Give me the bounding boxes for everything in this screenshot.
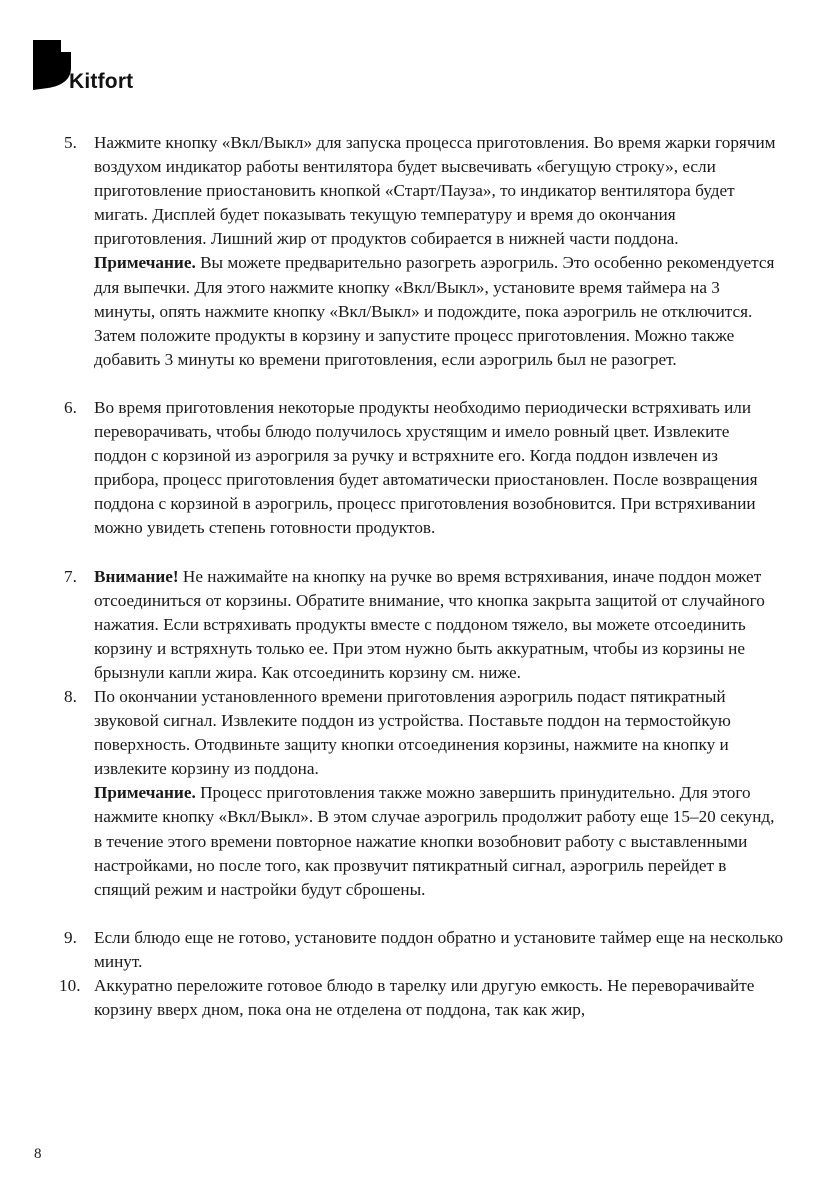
list-item <box>64 926 784 974</box>
list-item <box>64 685 784 902</box>
list-item <box>64 131 784 372</box>
warning-label: Внимание! <box>94 566 179 586</box>
list-item <box>64 565 784 685</box>
page-number: 8 <box>34 1146 42 1162</box>
item-number: 10. <box>59 976 81 995</box>
note-text: Вы можете предварительно разогреть аэрогриль. Это особенно рекомендуется для выпечки. Для этого нажмите кнопку «Вкл/Выкл», установите время таймера на 3 минуты, опять нажмите кнопку «Вкл/Выкл» и подождите, пока аэрогриль не отключится. Затем положите продукты в корзину и запустите процесс приготовления. Можно также добавить 3 минуты ко времени приготовления, если аэрогриль был не разогрет. <box>94 253 775 369</box>
item-number: 7. <box>64 566 77 586</box>
kitfort-logo <box>33 40 153 96</box>
item-text: Нажмите кнопку «Вкл/Выкл» для запуска процесса приготовления. Во время жарки горячим воздухом индикатор работы вентилятора будет высвечивать «бегущую строку», если приготовление приостановить кнопкой «Старт/Пауза», то индикатор вентилятора будет мигать. Дисплей будет показывать текущую температуру и время до окончания приготовления. Лишний жир от продуктов собирается в нижней части поддона. <box>94 133 776 249</box>
item-note <box>94 251 784 371</box>
warning-text: Не нажимайте на кнопку на ручке во время встряхивания, иначе поддон может отсоединиться от корзины. Обратите внимание, что кнопка закрыта защитой от случайного нажатия. Если встряхивать продукты вместе с поддоном тяжело, вы можете отсоединить корзину и встряхнуть только ее. При этом нужно быть аккуратным, чтобы из корзины не брызнули капли жира. Как отсоединить корзину см. ниже. <box>94 566 765 682</box>
instructions-list <box>59 131 784 1022</box>
item-number: 6. <box>64 397 77 417</box>
item-text: По окончании установленного времени приготовления аэрогриль подаст пятикратный звуковой сигнал. Извлеките поддон из устройства. Поставьте поддон на термостойкую поверхность. Отодвиньте защиту кнопки отсоединения корзины, нажмите на кнопку и извлеките корзину из поддона. <box>94 686 731 779</box>
item-text: Если блюдо еще не готово, установите поддон обратно и установите таймер еще на несколько минут. <box>94 927 784 971</box>
list-item <box>59 974 784 1022</box>
note-label: Примечание. <box>94 783 196 803</box>
item-text-with-warning <box>94 565 784 685</box>
item-text: Аккуратно переложите готовое блюдо в тарелку или другую емкость. Не переворачивайте корзину вверх дном, пока она не отделена от поддона, так как жир, <box>94 976 755 1020</box>
brand-name: Kitfort <box>69 70 134 93</box>
item-note <box>94 781 784 901</box>
note-text: Процесс приготовления также можно завершить принудительно. Для этого нажмите кнопку «Вкл/Выкл». В этом случае аэрогриль продолжит работу еще 15–20 секунд, в течение этого времени повторное нажатие кнопки возобновит работу с выставленными настройками, но после того, как прозвучит пятикратный сигнал, аэрогриль перейдет в спящий режим и настройки будут сброшены. <box>94 783 775 899</box>
item-number: 5. <box>64 133 77 152</box>
item-number: 9. <box>64 927 77 947</box>
item-number: 8. <box>64 686 77 706</box>
item-text: Во время приготовления некоторые продукты необходимо периодически встряхивать или переворачивать, чтобы блюдо получилось хрустящим и имело ровный цвет. Извлеките поддон с корзиной из аэрогриля за ручку и встряхните его. Когда поддон извлечен из прибора, процесс приготовления будет автоматически приостановлен. После возвращения поддона с корзиной в аэрогриль, процесс приготовления возобновится. При встряхивании можно увидеть степень готовности продуктов. <box>94 397 758 538</box>
list-item <box>64 396 784 541</box>
note-label: Примечание. <box>94 253 196 273</box>
kitfort-flag-icon <box>33 40 73 90</box>
